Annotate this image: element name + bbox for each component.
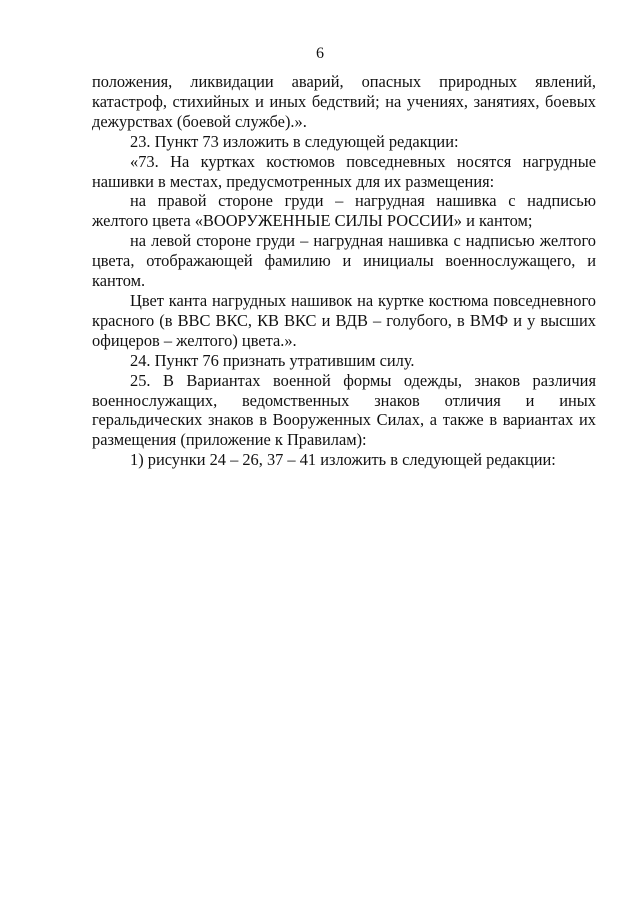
- document-body: [92, 72, 596, 470]
- page-number: 6: [316, 45, 324, 62]
- paragraph: 1) рисунки 24 – 26, 37 – 41 изложить в следующей редакции:: [130, 450, 556, 470]
- paragraph: на правой стороне груди – нагрудная нашивка с надписью желтого цвета «ВООРУЖЕННЫЕ СИЛЫ РОССИИ» и кантом;: [92, 191, 596, 231]
- paragraph: 25. В Вариантах военной формы одежды, знаков различия военнослужащих, ведомственных знаков отличия и иных геральдических знаков в Вооруженных Силах, а также в вариантах их размещения (приложение к Правилам):: [92, 370, 596, 450]
- paragraph: на левой стороне груди – нагрудная нашивка с надписью желтого цвета, отображающей фамилию и инициалы военнослужащего, и кантом.: [92, 231, 596, 291]
- paragraph: Цвет канта нагрудных нашивок на куртке костюма повседневного красного (в ВВС ВКС, КВ ВКС и ВДВ – голубого, в ВМФ и у высших офицеров – желтого) цвета.».: [92, 290, 596, 350]
- paragraph: 24. Пункт 76 признать утратившим силу.: [130, 350, 415, 370]
- paragraph: 23. Пункт 73 изложить в следующей редакции:: [130, 131, 459, 151]
- paragraph: «73. На куртках костюмов повседневных носятся нагрудные нашивки в местах, предусмотренных для их размещения:: [92, 151, 596, 191]
- paragraph: положения, ликвидации аварий, опасных природных явлений, катастроф, стихийных и иных бедствий; на учениях, занятиях, боевых дежурствах (боевой службе).».: [92, 72, 596, 131]
